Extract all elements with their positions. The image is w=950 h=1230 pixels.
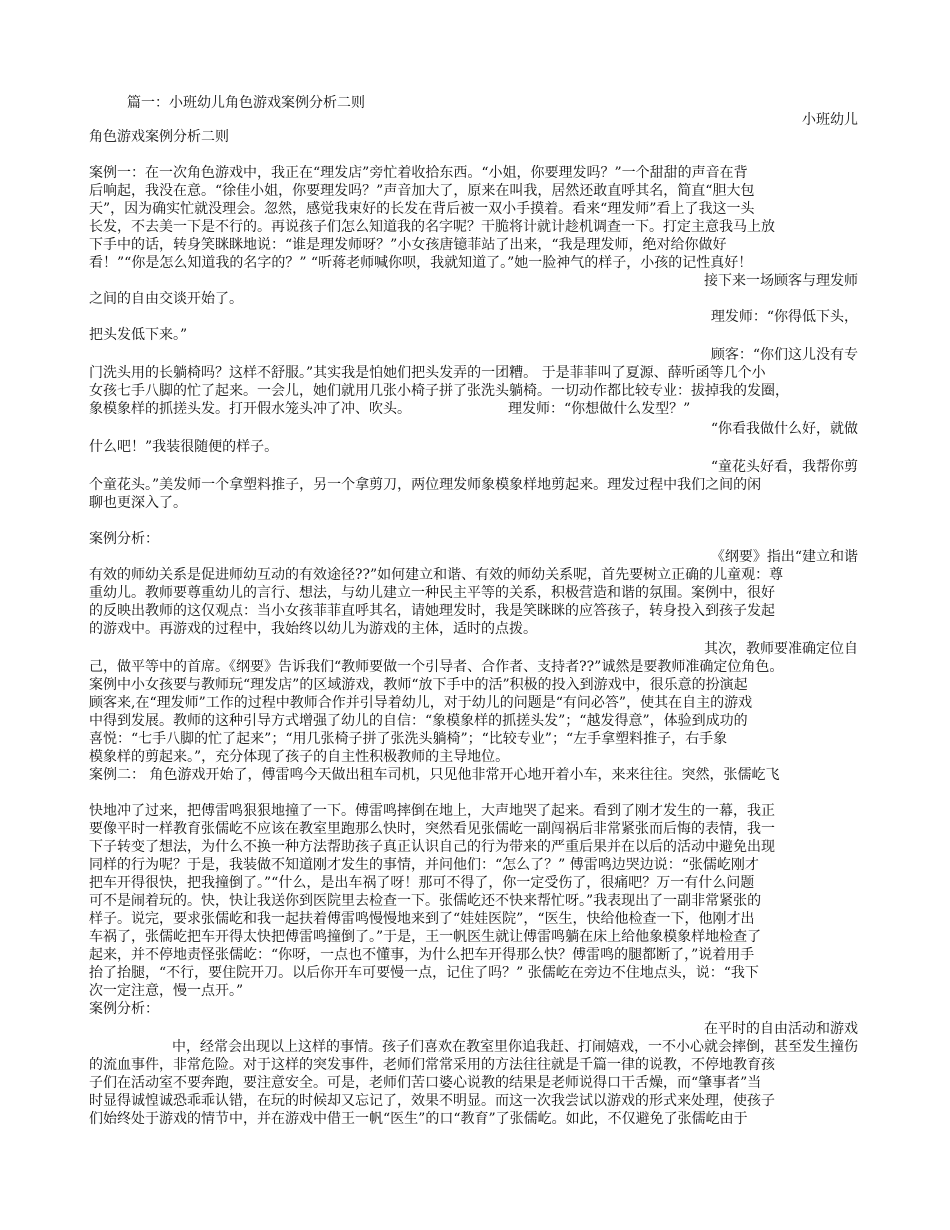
body-line: 子们在活动室不要奔跑，要注意安全。可是，老师们苦口婆心说教的结果是老师说得口干舌燥，而“肇事者”当 [89,1075,762,1091]
body-line-right: “童花头好看，我帮你剪 [710,459,858,475]
body-line: 同样的行为呢？于是，我装做不知道刚才发生的事情，并问他们：“怎么了？” 傅雷鸣边哭边说：“张儒屹刚才 [89,857,759,873]
body-line: 案例二： 角色游戏开始了，傅雷鸣今天做出租车司机，只见他非常开心地开着小车，来来往往。突然，张儒屹飞 [89,767,780,783]
body-line: 下子转变了想法，为什么不换一种方法帮助孩子真正认识自己的行为带来的严重后果并在以后的活动中避免出现 [89,839,775,855]
body-line-inline: 理发师：“你想做什么发型？” [508,401,691,417]
body-line: 快地冲了过来，把傅雷鸣狠狠地撞了一下。傅雷鸣摔倒在地上，大声地哭了起来。看到了刚才发生的一幕，我正 [89,803,775,819]
body-line: 起来，并不停地责怪张儒屹：“你呀，一点也不懂事，为什么把车开得那么快？傅雷鸣的腿都断了，”说着用手 [89,947,755,963]
body-line: 门洗头用的长躺椅吗？这样不舒服。”其实我是怕她们把头发弄的一团糟。 于是菲菲叫了夏源、薛听函等几个小 [89,365,766,381]
body-line: 中得到发展。教师的这种引导方式增强了幼儿的自信：“象模象样的抓搓头发”；“越发得意”，体验到成功的 [89,713,748,729]
body-line: 看！”“你是怎么知道我的名字的？” “听蒋老师喊你呗，我就知道了。”她一脸神气的样子，小孩的记性真好！ [89,255,753,271]
body-line: 把车开得很快，把我撞倒了。”“什么，是出车祸了呀！那可不得了，你一定受伤了，很痛吧？万一有什么问题 [89,875,755,891]
title-continuation: 角色游戏案例分析二则 [89,129,229,145]
body-line-right: 接下来一场顾客与理发师 [704,273,858,289]
body-line-right: 其次，教师要准确定位自 [704,641,858,657]
body-line: 们始终处于游戏的情节中，并在游戏中借王一帆“医生”的口“教育”了张儒屹。如此，不仅避免了张儒屹由于 [89,1111,748,1127]
body-line-right: 中，经常会出现以上这样的事情。孩子们喜欢在教室里你追我赶、打闹嬉戏，一不小心就会摔倒，甚至发生撞伤 [172,1039,858,1055]
body-line: 抬了抬腿，“不行，要住院开刀。以后你开车可要慢一点，记住了吗？” 张儒屹在旁边不住地点头，说：“我下 [89,965,759,981]
body-line: 的流血事件，非常危险。对于这样的突发事件，老师们常常采用的方法往往就是千篇一律的说教，不停地教育孩 [89,1057,775,1073]
body-line: 重幼儿。教师要尊重幼儿的言行、想法，与幼儿建立一种民主平等的关系，积极营造和谐的氛围。案例中，很好 [89,585,775,601]
body-line: 什么吧！”我装很随便的样子。 [89,439,279,455]
body-line: 模象样的剪起来。”，充分体现了孩子的自主性积极教师的主导地位。 [89,749,510,765]
document-heading: 篇一：小班幼儿角色游戏案例分析二则 [127,95,365,111]
body-line-right: 顾客：“你们这儿没有专 [710,347,858,363]
body-line: 后响起，我没在意。“徐佳小姐，你要理发吗？”声音加大了，原来在叫我，居然还敢直呼其名，简直“胆大包 [89,183,755,199]
section-label: 案例分析： [89,531,159,547]
body-line: 可不是闹着玩的。快，快让我送你到医院里去检查一下。张儒屹还不快来帮忙呀。”我表现出了一副非常紧张的 [89,893,762,909]
body-line: 女孩七手八脚的忙了起来。一会儿，她们就用几张小椅子拼了张洗头躺椅。一切动作都比较专业：拔掉我的发圈， [89,383,789,399]
body-line: 样子。说完，要求张儒屹和我一起扶着傅雷鸣慢慢地来到了“娃娃医院”，“医生，快给他检查一下，他刚才出 [89,911,755,927]
body-line: 要像平时一样教育张儒屹不应该在教室里跑那么快时，突然看见张儒屹一副闯祸后非常紧张而后悔的表情，我一 [89,821,775,837]
body-line: 车祸了，张儒屹把车开得太快把傅雷鸣撞倒了。”于是，王一帆医生就让傅雷鸣躺在床上给他象模象样地检查了 [89,929,762,945]
body-line: 案例中小女孩要与教师玩“理发店”的区域游戏，教师“放下手中的活”积极的投入到游戏中，很乐意的扮演起 [89,677,748,693]
body-line: 喜悦：“七手八脚的忙了起来”；“用几张椅子拼了张洗头躺椅”；“比较专业”；“左手拿塑料推子，右手象 [89,731,728,747]
body-line: 的反映出教师的这仅观点：当小女孩菲菲直呼其名，请她理发时，我是笑眯眯的应答孩子，转身投入到孩子发起 [89,603,775,619]
body-line: 的游戏中。再游戏的过程中，我始终以幼儿为游戏的主体，适时的点拨。 [89,621,537,637]
body-line: 聊也更深入了。 [89,495,187,511]
body-line: 象模象样的抓搓头发。打开假水笼头冲了冲、吹头。 [89,401,411,417]
body-line: 己，做平等中的首席。《纲要》告诉我们“教师要做一个引导者、合作者、支持者??”诚然是要教师准确定位角色。 [89,659,784,675]
title-fragment-right: 小班幼儿 [802,112,858,128]
body-line: 有效的师幼关系是促进师幼互动的有效途径??”如何建立和谐、有效的师幼关系呢，首先要树立正确的儿童观：尊 [89,567,784,583]
body-line: 天”，因为确实忙就没理会。忽然，感觉我束好的长发在背后被一双小手摸着。看来“理发师”看上了我这一头 [89,201,755,217]
body-line-right: 《纲要》指出“建立和谐 [710,549,858,565]
body-line: 下手中的话，转身笑眯眯地说：“谁是理发师呀？”小女孩唐镱菲站了出来，“我是理发师，绝对给你做好 [89,237,727,253]
body-line: 案例分析： [89,1001,159,1017]
body-line-right: 在平时的自由活动和游戏 [704,1021,858,1037]
body-line: 把头发低下来。” [89,327,188,343]
body-line-right: “你看我做什么好，就做 [710,421,858,437]
body-line: 顾客来,在“理发师”工作的过程中教师合作并引导着幼儿，对于幼儿的问题是“有问必答”，使其在自主的游戏 [89,695,753,711]
body-line: 长发，不去美一下是不行的。再说孩子们怎么知道我的名字呢？干脆将计就计趁机调查一下。打定主意我马上放 [89,219,775,235]
body-line: 之间的自由交谈开始了。 [89,291,243,307]
body-line-right: 理发师：“你得低下头， [710,309,858,325]
body-line: 案例一：在一次角色游戏中，我正在“理发店”旁忙着收拾东西。“小姐，你要理发吗？”一个甜甜的声音在背 [89,165,748,181]
body-line: 次一定注意，慢一点开。” [89,983,244,999]
body-line: 时显得诚惶诚恐乖乖认错，在玩的时候却又忘记了，效果不明显。而这一次我尝试以游戏的形式来处理，使孩子 [89,1093,775,1109]
body-line: 个童花头。”美发师一个拿塑料推子，另一个拿剪刀，两位理发师象模象样地剪起来。理发过程中我们之间的闲 [89,477,762,493]
